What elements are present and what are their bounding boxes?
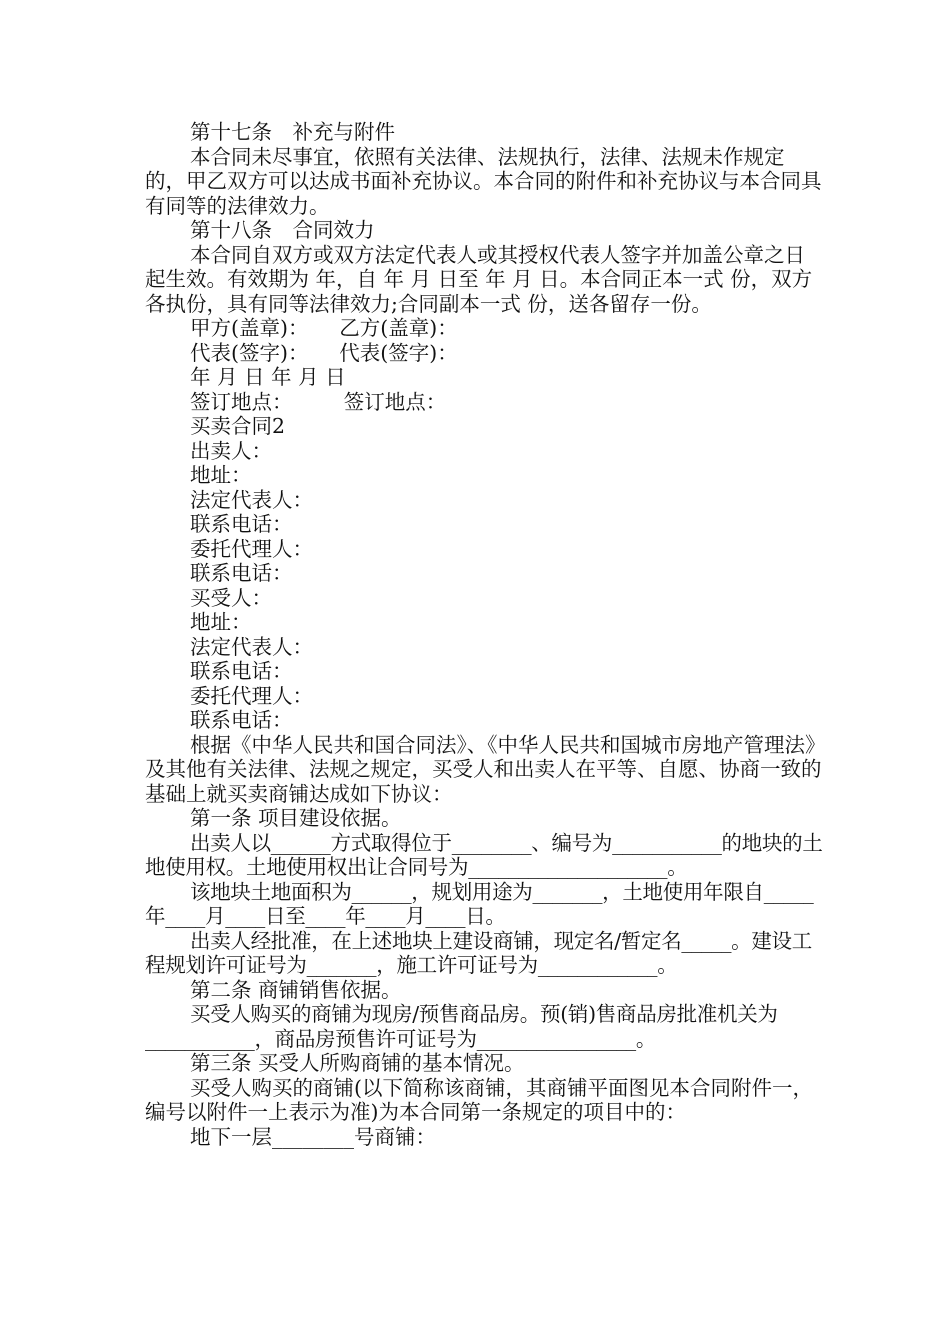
- article-2-body: 买受人购买的商铺为现房/预售商品房。预(销)售商品房批准机关为___________，商品房预售许可证号为________________。: [145, 1002, 778, 1051]
- article-18-body: 本合同自双方或双方法定代表人或其授权代表人签字并加盖公章之日起生效。有效期为 年，自 年 月 日至 年 月 日。本合同正本一式 份，双方各执份，具有同等法律效力;合同副本一式 份，送各留存一份。: [145, 242, 813, 316]
- article-1-permit-paragraph: 出卖人经批准，在上述地块上建设商铺，现定名/暂定名_____。建设工程规划许可证号为_______，施工许可证号为____________。: [145, 928, 812, 977]
- article-18-heading: 第十八条 合同效力: [190, 218, 375, 242]
- signing-place-line: 签订地点： 签订地点：: [190, 389, 447, 414]
- basement-shop-field: 地下一层________号商铺：: [190, 1124, 436, 1149]
- article-1-area-paragraph: 该地块土地面积为______，规划用途为_______，土地使用年限自_____年____月____日至____年____月____日。: [145, 879, 814, 928]
- signature-line: 代表(签字)： 代表(签字)：: [190, 340, 458, 365]
- buyer-field: 买受人：: [190, 585, 272, 610]
- seller-agent-field: 委托代理人：: [190, 536, 313, 561]
- buyer-agent-field: 委托代理人：: [190, 683, 313, 708]
- seller-phone-field: 联系电话：: [190, 512, 293, 536]
- contract-2-title: 买卖合同2: [190, 414, 286, 438]
- buyer-phone-field: 联系电话：: [190, 659, 293, 683]
- article-1-land-paragraph: 出卖人以______方式取得位于________、编号为___________的地块的土地使用权。土地使用权出让合同号为____________________。: [145, 830, 823, 879]
- buyer-address-field: 地址：: [190, 610, 252, 634]
- article-3-body: 买受人购买的商铺(以下简称该商铺，其商铺平面图见本合同附件一，编号以附件一上表示为准)为本合同第一条规定的项目中的：: [145, 1075, 813, 1124]
- seller-agent-phone-field: 联系电话：: [190, 561, 293, 585]
- article-1-heading: 第一条 项目建设依据。: [190, 806, 402, 830]
- document-page: [145, 120, 825, 1149]
- seller-legal-rep-field: 法定代表人：: [190, 487, 313, 512]
- preamble-paragraph: 根据《中华人民共和国合同法》、《中华人民共和国城市房地产管理法》及其他有关法律、法规之规定，买受人和出卖人在平等、自愿、协商一致的基础上就买卖商铺达成如下协议：: [145, 732, 822, 806]
- article-17-body: 本合同未尽事宜，依照有关法律、法规执行，法律、法规未作规定的，甲乙双方可以达成书面补充协议。本合同的附件和补充协议与本合同具有同等的法律效力。: [145, 144, 822, 218]
- buyer-agent-phone-field: 联系电话：: [190, 708, 293, 732]
- article-3-heading: 第三条 买受人所购商铺的基本情况。: [190, 1051, 525, 1075]
- article-2-heading: 第二条 商铺销售依据。: [190, 977, 402, 1002]
- seal-line: 甲方(盖章)： 乙方(盖章)：: [190, 316, 458, 340]
- buyer-legal-rep-field: 法定代表人：: [190, 634, 313, 659]
- date-line: 年 月 日 年 月 日: [190, 365, 346, 389]
- article-17-heading: 第十七条 补充与附件: [190, 120, 395, 144]
- seller-address-field: 地址：: [190, 463, 252, 487]
- seller-field: 出卖人：: [190, 438, 272, 463]
